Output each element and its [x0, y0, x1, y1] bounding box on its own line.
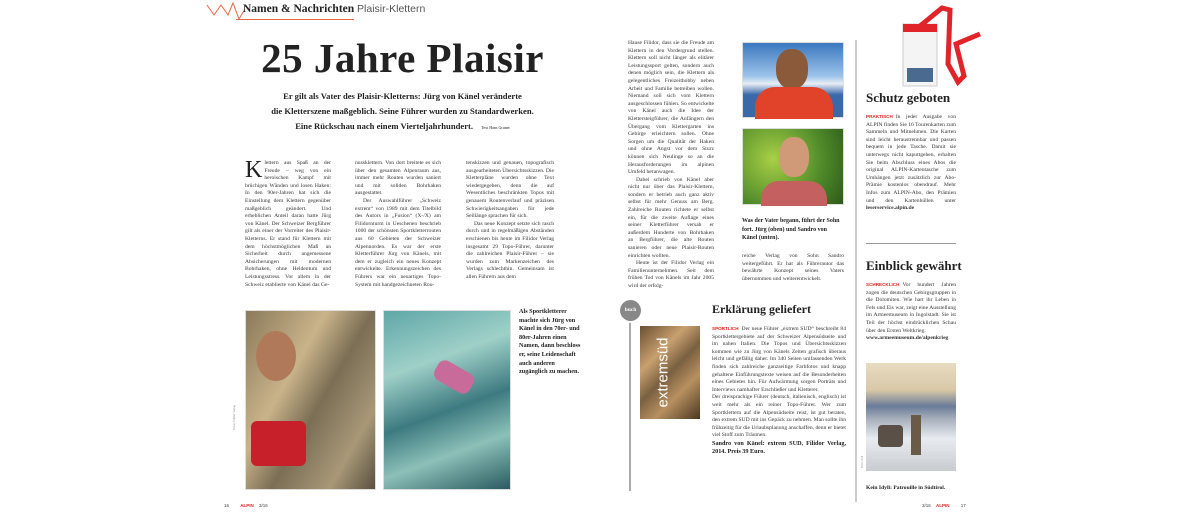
- deck-line: Er gilt als Vater des Plaisir-Kletterns: Jürg von Känel veränderte: [283, 91, 522, 101]
- article-column-5: [742, 253, 844, 289]
- soldier-shape: [911, 415, 921, 455]
- article-title: 25 Jahre Plaisir: [261, 35, 544, 81]
- paragraph: tenskizzen und genauen, topografisch ausgearbeiteten Übersichtsskizzen. Die Kletterpläne wurden ohne Text wiedergegeben, denn die auf Wesentliches beschränkten Topos mit genauem Routenverlauf und präzisen Schwierigkeitsangaben für jede Seillänge sprachen für sich.: [466, 160, 554, 220]
- byline: Text Hans Gruner: [481, 125, 510, 130]
- sidebar-divider: [855, 40, 857, 502]
- drill-shape: [251, 421, 306, 466]
- paragraph: Dabei schrieb von Känel aber nicht nur über das Plaisir-Klettern, sondern er betrieb auch ganz aktiv selbst für mehr Genuss am Berg. Zahlreiche Routen richtete er selbst ein, für die zweite Auflage eines seiner Kletterführer versah er außerdem Hunderte von Bohrhaken an Bergführer, die alte Routen sanieren oder neue Plaisir-Routen einrichten wollten.: [628, 176, 714, 259]
- page-footer-right: [922, 503, 966, 508]
- shirt-shape: [755, 87, 833, 119]
- paragraph: Der dreisprachige Führer (deutsch, italienisch, englisch) ist weit mehr als ein reiner Topo-Führer. Wer zum Sportklettern auf die Alpensüdseite reist, ist gut beraten, den extrem SUD mit ins Gepäck zu nehmen. Man sollte ihn frühzeitig für die Urlaubsplanung anschaffen, denn er bietet viel Stoff zum Träumen.: [712, 394, 846, 439]
- article-column-4: [628, 40, 714, 292]
- article-column-1: [245, 160, 331, 292]
- section-name: Namen & Nachrichten: [243, 3, 355, 15]
- paragraph: Das neue Konzept setzte sich rasch durch und in regelmäßigen Abständen erschienen bis heute im Filidor Verlag insgesamt 29 Topo-Führer, darunter die zahlreichen Plaisir-Führer – sie wurden zum Markenzeichen des Verlags schlechthin. Gemeinsam ist allen Führern aus dem: [466, 220, 554, 280]
- kicker: SCHRECKLICH: [866, 282, 900, 287]
- paragraph: Der Auswahlführer „Schweiz extrem“ von 1989 mit dem Titelbild des Autors in „Fusion“ (X-/X) am Filidornturm in Ueschenen beschrieb 1000 der schönsten Sportkletterrouten aus 60 Gebieten der Schweizer Alpennorden. Es war der erste Kletterführer Jürg von Känels, mit dem er zugleich ein neues Konzept entwickelte. Erkennungszeichen des Führers war ein neuartiges Topo-System mit handgezeichneten Rou-: [355, 197, 441, 288]
- paragraph: Vor hundert Jahren zogen die deutschen Gebirgsgruppen in die Dolomiten. Wie hart ihr Leben in Fels und Eis war, zeigt eine Ausstellung im Armeemuseum in Ingolstadt. Sie ist Teil der höchst eindrücklichen Schau über den Ersten Weltkrieg.: [866, 282, 956, 334]
- paragraph: In jeder Ausgabe von ALPIN finden Sie 16 Tourenkarten zum Sammeln und Mitnehmen. Die Karten sind leicht heraustrennbar und passen bequem in jede Tasche. Damit sie unterwegs nicht kaputtgehen, erhalten Sie beim Abschluss eines Abos die original ALPIN-Kartentasche zum Umhängen jetzt zusätzlich zur Abo-Prämie kostenlos obendrauf. Mehr Infos zum ALPIN-Abo, den Prämien und den Kartenhüllen unter: [866, 114, 956, 204]
- face-shape: [776, 49, 808, 89]
- book-cover-title: extremsüd: [654, 337, 672, 408]
- painting-credit: Foto: AM: [860, 456, 864, 468]
- kicker: PRAKTISCH: [866, 114, 893, 119]
- section-header: [243, 3, 425, 15]
- photo-caption: Als Sportkletterer machte sich Jürg von Känel in den 70er- und 80er-Jahren einen Namen, dann beschloss er, seine Leidenschaft auch anderen zugänglich zu machen.: [519, 308, 581, 376]
- paragraph: nussklettern. Von dort breitete es sich über den gesamten Alpenraum aus, immer mehr Routen wurden saniert und mit soliden Bohrhaken ausgestattet.: [355, 160, 441, 197]
- page-footer-left: [224, 503, 268, 508]
- portrait-sandro: [742, 128, 844, 205]
- page-number: 17: [960, 503, 966, 508]
- face-shape: [779, 137, 809, 177]
- book-title: Erklärung geliefert: [712, 302, 811, 316]
- portrait-caption: Was der Vater begann, führt der Sohn fort. Jürg (oben) und Sandro von Känel (unten).: [742, 218, 840, 241]
- museum-link[interactable]: www.armeemuseum.de/alpenkrieg: [866, 335, 949, 342]
- schutz-text: [866, 113, 956, 235]
- issue: 3/16: [922, 503, 931, 508]
- paragraph: lettern aus Spaß an der Freude – weg von ein heroischen Kampf mit brüchigen Wänden und losen Haken: In den 90er-Jahren hat sich die Einstellung dem Klettern gegenüber maßgeblich geändert. Und erheblichen Anteil daran hatte Jürg von Känel. Der Schweizer Bergführer gilt als einer der Vorreiter des Plaisir-Kletterns. Er stand für Klettern mit dem höchstmöglichen Maß an Sicherheit durch angemessene Absicherungen mit modernen Bohrhaken, ohne Heldentum und Leistungsstress. Vor allem in der Schweiz etablierte von Känel das Ge-: [245, 160, 331, 288]
- leserservice-link[interactable]: leserservice.alpin.de: [866, 205, 915, 212]
- painting-caption: Kein Idyll: Patrouille in Südtirol.: [866, 485, 946, 491]
- paragraph: Der neue Führer „extrem SUD“ beschreibt 84 Sportklettergebiete auf der Schweizer Alpensüdseite und im nahen Italien. Die Topos und Übersichtsskizzen kommen wie zu Jürg von Känels Zeiten grafisch überaus leicht und gefällig daher. Im 340 Seiten umfassenden Werk finden sich zahlreiche ganzseitige Farbfotos und knapp gehaltene Einführungstexte weisen auf die Besonderheiten eines Gebietes hin. Für Aufwärmung sorgen Porträts und Interviews namhafter Erschließer und Kletterer.: [712, 326, 846, 393]
- section-topic: Plaisir-Klettern: [357, 3, 426, 15]
- einblick-title: Einblick gewährt: [866, 258, 962, 273]
- book-source: Sandro von Känel: extrem SUD, Filidor Verlag, 2014. Preis 39 Euro.: [712, 439, 846, 455]
- page-number: 16: [224, 503, 230, 508]
- climber-shape: [431, 357, 477, 396]
- brand-logo: ALPIN: [240, 503, 254, 508]
- brand-logo: ALPIN: [936, 503, 950, 508]
- book-badge: buch: [620, 300, 641, 321]
- article-deck: [205, 89, 600, 135]
- deck-line: die Kletterszene maßgeblich. Seine Führer wurden zu Standardwerken.: [271, 106, 534, 116]
- article-column-2: [355, 160, 441, 292]
- lanyard-map-case-image: [898, 4, 984, 88]
- paragraph: reiche Verlag von Sohn Sandro weitergeführt. Er hat als Führerautor das bewährte Konzept seines Vaters übernommen und weiterentwickelt.: [742, 253, 844, 282]
- deck-line: Eine Rückschau nach einem Vierteljahrhundert.: [295, 121, 474, 131]
- dropcap: K: [245, 160, 263, 183]
- paragraph: Hause Filidor, dass sie die Freude am Klettern in den Vordergrund stellen. Klettern soll nicht länger als elitärer Leistungssport gelten, sondern auch denen möglich sein, die Klettern als gelegentliches Freizeithobby neben Arbeit und Familie betreiben wollen. Niemand soll sich vom Klettern ausgeschlossen fühlen. So entwickelte von Känel auch die Idee der Klettersteigführer, die Anfängern den Übergang vom Klettergarten ins Gebirge erleichtern sollen. Ohne Sorgen um die Qualität der Haken und ohne Angst vor dem Sturz können sich Neulinge so an die Herausforderungen im alpinen Umfeld heranwagen.: [628, 40, 714, 176]
- painting-patrol: [866, 363, 956, 471]
- book-text: [712, 325, 846, 495]
- photo-credit: Fotos: Filidor Verlag: [232, 405, 236, 430]
- schutz-title: Schutz geboten: [866, 90, 951, 105]
- kicker: SPORTLICH: [712, 326, 739, 331]
- book-divider: [629, 323, 631, 491]
- portrait-juerg: [742, 42, 844, 118]
- soldiers-group-shape: [878, 425, 903, 447]
- zigzag-logo-icon: [206, 1, 246, 21]
- einblick-text: [866, 281, 956, 357]
- issue: 3/16: [259, 503, 268, 508]
- article-column-3: [466, 160, 554, 292]
- paragraph: Heute ist der Filidor Verlag ein Familienunternehmen. Seit dem frühen Tod von Känels im Jahr 2005 wird der erfolg-: [628, 260, 714, 289]
- face-shape: [256, 331, 296, 381]
- photo-climber-drilling: [245, 310, 376, 490]
- photo-climber-on-rock: [383, 310, 511, 490]
- book-cover: [640, 326, 700, 419]
- header-underline: [236, 19, 354, 20]
- sidebar-rule: [866, 243, 956, 244]
- shirt-shape: [761, 181, 827, 206]
